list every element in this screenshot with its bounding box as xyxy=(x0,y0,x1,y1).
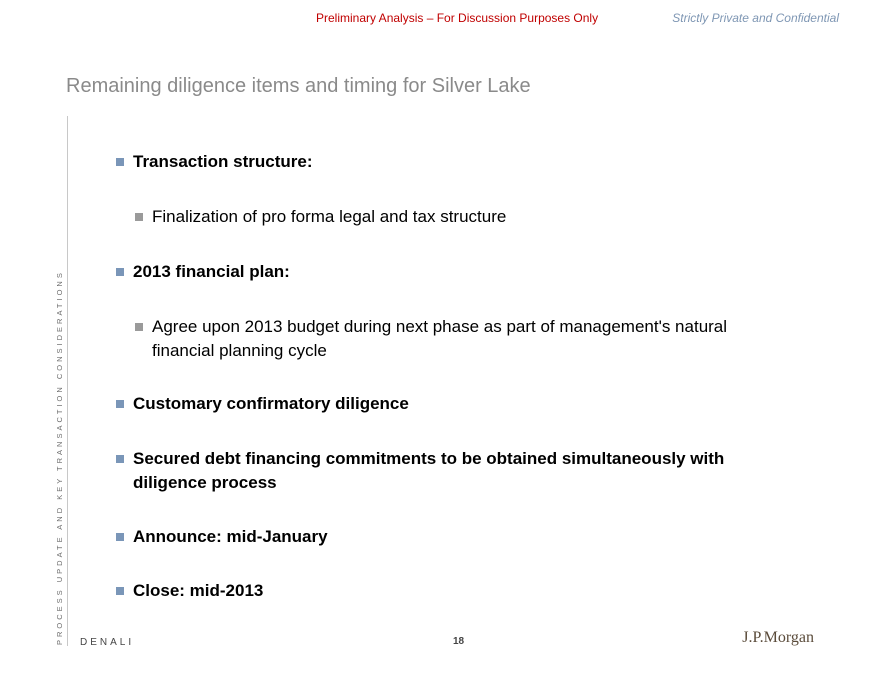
bullet-text: Agree upon 2013 budget during next phase as part of management's natural financial planning cycle xyxy=(152,317,728,360)
bullet-text: Secured debt financing commitments to be obtained simultaneously with diligence process xyxy=(133,449,725,492)
bullet-square-icon xyxy=(116,533,124,541)
bullet-square-icon xyxy=(116,158,124,166)
bullet-text: 2013 financial plan: xyxy=(133,262,290,281)
bullet-square-icon xyxy=(116,268,124,276)
confidential-notice: Strictly Private and Confidential xyxy=(672,11,839,25)
bullet-debt-financing xyxy=(133,447,763,495)
section-side-label: PROCESS UPDATE AND KEY TRANSACTION CONSIDERATIONS xyxy=(55,270,64,645)
bullet-transaction-structure xyxy=(133,150,793,174)
bullet-square-icon xyxy=(116,400,124,408)
bullet-square-icon xyxy=(116,455,124,463)
bullet-confirmatory-diligence xyxy=(133,392,793,416)
jpmorgan-logo: J.P.Morgan xyxy=(742,629,814,646)
page-number: 18 xyxy=(453,636,465,647)
sub-bullet-square-icon xyxy=(135,213,143,221)
bullet-announce xyxy=(133,525,793,549)
preliminary-notice: Preliminary Analysis – For Discussion Purposes Only xyxy=(316,11,599,25)
bullet-close xyxy=(133,579,793,603)
bullet-text: Announce: mid-January xyxy=(133,527,328,546)
bullet-text: Finalization of pro forma legal and tax structure xyxy=(152,207,507,226)
page-title: Remaining diligence items and timing for Silver Lake xyxy=(66,75,531,97)
project-name: DENALI xyxy=(80,637,135,648)
bullet-legal-tax-structure xyxy=(152,205,792,229)
bullet-text: Customary confirmatory diligence xyxy=(133,394,409,413)
bullet-financial-plan xyxy=(133,260,793,284)
bullet-budget-agreement xyxy=(152,315,767,363)
left-divider xyxy=(67,116,68,646)
bullet-text: Close: mid-2013 xyxy=(133,581,264,600)
sub-bullet-square-icon xyxy=(135,323,143,331)
bullet-square-icon xyxy=(116,587,124,595)
bullet-text: Transaction structure: xyxy=(133,152,313,171)
